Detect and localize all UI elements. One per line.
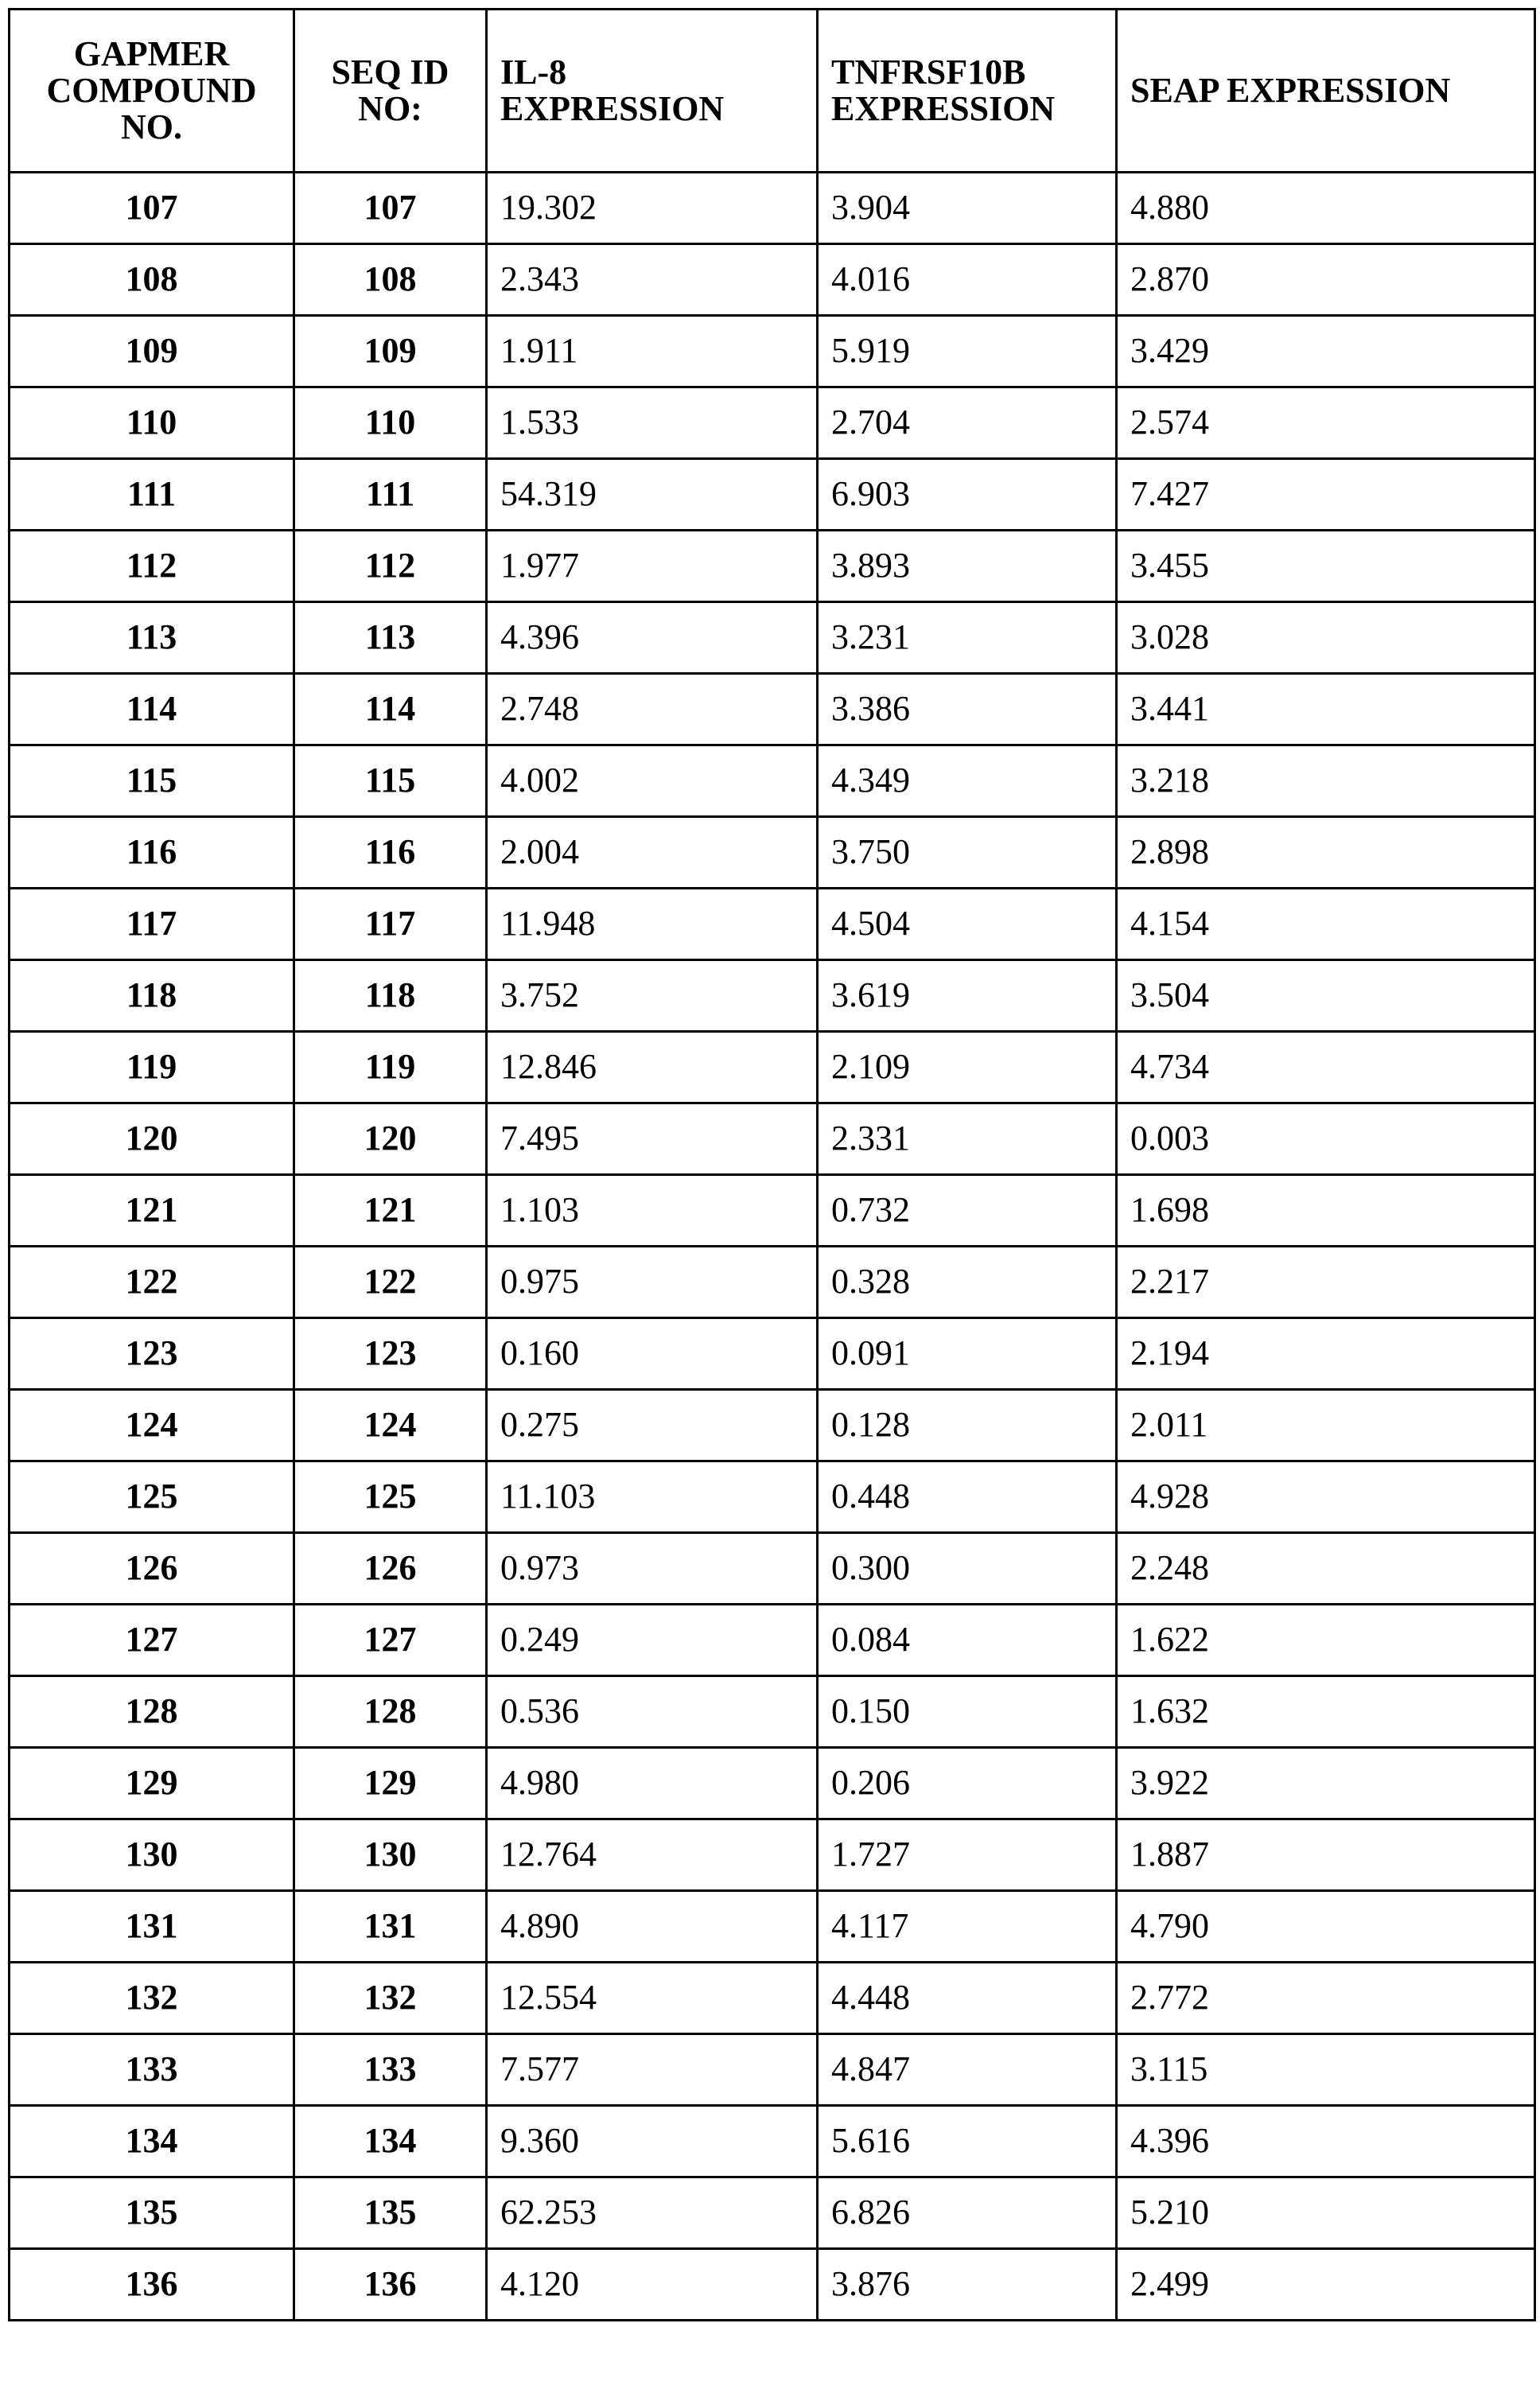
il8-expression-cell: 2.748: [487, 674, 818, 745]
seap-expression-cell: 2.248: [1117, 1533, 1535, 1605]
header-text: TNFRSF10B: [831, 52, 1026, 91]
il8-expression-cell: 12.846: [487, 1032, 818, 1103]
header-il8-expression: [487, 10, 818, 173]
header-text: EXPRESSION: [831, 89, 1056, 128]
seq-id-no-cell: 109: [294, 316, 487, 387]
il8-expression-cell: 0.160: [487, 1318, 818, 1390]
seap-expression-cell: 1.622: [1117, 1605, 1535, 1676]
seap-expression-cell: 4.734: [1117, 1032, 1535, 1103]
seap-expression-cell: 2.898: [1117, 817, 1535, 889]
seq-id-no-cell: 132: [294, 1963, 487, 2034]
seap-expression-cell: 4.790: [1117, 1891, 1535, 1963]
gapmer-compound-no-cell: 127: [10, 1605, 294, 1676]
seap-expression-cell: 5.210: [1117, 2177, 1535, 2249]
seq-id-no-cell: 114: [294, 674, 487, 745]
seq-id-no-cell: 113: [294, 602, 487, 674]
gapmer-compound-no-cell: 136: [10, 2249, 294, 2321]
il8-expression-cell: 0.536: [487, 1676, 818, 1748]
gapmer-compound-no-cell: 133: [10, 2034, 294, 2106]
gapmer-compound-no-cell: 132: [10, 1963, 294, 2034]
il8-expression-cell: 1.533: [487, 387, 818, 459]
seap-expression-cell: 4.396: [1117, 2106, 1535, 2177]
tnfrsf10b-expression-cell: 4.016: [818, 244, 1117, 316]
gapmer-compound-no-cell: 126: [10, 1533, 294, 1605]
tnfrsf10b-expression-cell: 4.349: [818, 745, 1117, 817]
tnfrsf10b-expression-cell: 0.206: [818, 1748, 1117, 1819]
tnfrsf10b-expression-cell: 3.619: [818, 960, 1117, 1032]
seq-id-no-cell: 120: [294, 1103, 487, 1175]
seq-id-no-cell: 124: [294, 1390, 487, 1461]
seap-expression-cell: 2.011: [1117, 1390, 1535, 1461]
tnfrsf10b-expression-cell: 0.448: [818, 1461, 1117, 1533]
seap-expression-cell: 2.217: [1117, 1247, 1535, 1318]
seq-id-no-cell: 129: [294, 1748, 487, 1819]
tnfrsf10b-expression-cell: 4.117: [818, 1891, 1117, 1963]
tnfrsf10b-expression-cell: 6.826: [818, 2177, 1117, 2249]
tnfrsf10b-expression-cell: 1.727: [818, 1819, 1117, 1891]
gapmer-compound-no-cell: 107: [10, 173, 294, 244]
seap-expression-cell: 3.922: [1117, 1748, 1535, 1819]
gapmer-compound-no-cell: 123: [10, 1318, 294, 1390]
header-row: [10, 10, 1535, 173]
tnfrsf10b-expression-cell: 3.876: [818, 2249, 1117, 2321]
table-row: [10, 745, 1535, 817]
gapmer-compound-no-cell: 109: [10, 316, 294, 387]
tnfrsf10b-expression-cell: 5.616: [818, 2106, 1117, 2177]
seap-expression-cell: 3.429: [1117, 316, 1535, 387]
seq-id-no-cell: 122: [294, 1247, 487, 1318]
tnfrsf10b-expression-cell: 2.331: [818, 1103, 1117, 1175]
seq-id-no-cell: 112: [294, 531, 487, 602]
il8-expression-cell: 12.554: [487, 1963, 818, 2034]
gapmer-compound-no-cell: 119: [10, 1032, 294, 1103]
seap-expression-cell: 2.194: [1117, 1318, 1535, 1390]
gapmer-compound-no-cell: 120: [10, 1103, 294, 1175]
il8-expression-cell: 1.911: [487, 316, 818, 387]
seap-expression-cell: 4.880: [1117, 173, 1535, 244]
tnfrsf10b-expression-cell: 3.386: [818, 674, 1117, 745]
seq-id-no-cell: 118: [294, 960, 487, 1032]
il8-expression-cell: 4.980: [487, 1748, 818, 1819]
table-row: [10, 602, 1535, 674]
table-row: [10, 2106, 1535, 2177]
gapmer-compound-no-cell: 112: [10, 531, 294, 602]
il8-expression-cell: 11.103: [487, 1461, 818, 1533]
il8-expression-cell: 1.103: [487, 1175, 818, 1247]
gapmer-compound-no-cell: 115: [10, 745, 294, 817]
il8-expression-cell: 4.002: [487, 745, 818, 817]
seap-expression-cell: 2.772: [1117, 1963, 1535, 2034]
seq-id-no-cell: 115: [294, 745, 487, 817]
seap-expression-cell: 4.928: [1117, 1461, 1535, 1533]
seap-expression-cell: 1.632: [1117, 1676, 1535, 1748]
seq-id-no-cell: 126: [294, 1533, 487, 1605]
il8-expression-cell: 12.764: [487, 1819, 818, 1891]
tnfrsf10b-expression-cell: 3.231: [818, 602, 1117, 674]
expression-data-table: [8, 8, 1536, 2321]
table-row: [10, 173, 1535, 244]
header-text: SEQ ID: [331, 52, 449, 91]
seap-expression-cell: 1.698: [1117, 1175, 1535, 1247]
seap-expression-cell: 2.574: [1117, 387, 1535, 459]
table-row: [10, 2249, 1535, 2321]
seap-expression-cell: 3.441: [1117, 674, 1535, 745]
tnfrsf10b-expression-cell: 4.504: [818, 889, 1117, 960]
tnfrsf10b-expression-cell: 3.750: [818, 817, 1117, 889]
il8-expression-cell: 62.253: [487, 2177, 818, 2249]
il8-expression-cell: 0.975: [487, 1247, 818, 1318]
il8-expression-cell: 54.319: [487, 459, 818, 531]
table-row: [10, 960, 1535, 1032]
table-row: [10, 1247, 1535, 1318]
gapmer-compound-no-cell: 128: [10, 1676, 294, 1748]
tnfrsf10b-expression-cell: 4.847: [818, 2034, 1117, 2106]
il8-expression-cell: 1.977: [487, 531, 818, 602]
tnfrsf10b-expression-cell: 0.300: [818, 1533, 1117, 1605]
seq-id-no-cell: 125: [294, 1461, 487, 1533]
il8-expression-cell: 19.302: [487, 173, 818, 244]
table-header: [10, 10, 1535, 173]
il8-expression-cell: 4.396: [487, 602, 818, 674]
il8-expression-cell: 9.360: [487, 2106, 818, 2177]
il8-expression-cell: 3.752: [487, 960, 818, 1032]
seq-id-no-cell: 130: [294, 1819, 487, 1891]
table-row: [10, 889, 1535, 960]
table-row: [10, 387, 1535, 459]
il8-expression-cell: 2.004: [487, 817, 818, 889]
gapmer-compound-no-cell: 108: [10, 244, 294, 316]
gapmer-compound-no-cell: 114: [10, 674, 294, 745]
table-row: [10, 316, 1535, 387]
header-text: GAPMER: [73, 33, 230, 73]
seq-id-no-cell: 119: [294, 1032, 487, 1103]
header-gapmer-compound-no: [10, 10, 294, 173]
gapmer-compound-no-cell: 116: [10, 817, 294, 889]
table-row: [10, 531, 1535, 602]
tnfrsf10b-expression-cell: 4.448: [818, 1963, 1117, 2034]
il8-expression-cell: 4.890: [487, 1891, 818, 1963]
header-text: EXPRESSION: [500, 89, 725, 128]
header-text: IL-8: [500, 52, 567, 91]
table-row: [10, 459, 1535, 531]
il8-expression-cell: 2.343: [487, 244, 818, 316]
gapmer-compound-no-cell: 117: [10, 889, 294, 960]
table-body: [10, 173, 1535, 2321]
table-row: [10, 1605, 1535, 1676]
gapmer-compound-no-cell: 129: [10, 1748, 294, 1819]
table-row: [10, 1891, 1535, 1963]
il8-expression-cell: 7.495: [487, 1103, 818, 1175]
table-row: [10, 1032, 1535, 1103]
seq-id-no-cell: 110: [294, 387, 487, 459]
table-row: [10, 2034, 1535, 2106]
table-row: [10, 1748, 1535, 1819]
gapmer-compound-no-cell: 110: [10, 387, 294, 459]
tnfrsf10b-expression-cell: 3.893: [818, 531, 1117, 602]
il8-expression-cell: 0.249: [487, 1605, 818, 1676]
tnfrsf10b-expression-cell: 0.150: [818, 1676, 1117, 1748]
header-tnfrsf10b-expression: [818, 10, 1117, 173]
tnfrsf10b-expression-cell: 3.904: [818, 173, 1117, 244]
tnfrsf10b-expression-cell: 5.919: [818, 316, 1117, 387]
table-row: [10, 2177, 1535, 2249]
header-text: NO:: [358, 89, 422, 128]
il8-expression-cell: 4.120: [487, 2249, 818, 2321]
table-row: [10, 1963, 1535, 2034]
seq-id-no-cell: 108: [294, 244, 487, 316]
tnfrsf10b-expression-cell: 2.704: [818, 387, 1117, 459]
seap-expression-cell: 4.154: [1117, 889, 1535, 960]
table-row: [10, 244, 1535, 316]
seap-expression-cell: 2.870: [1117, 244, 1535, 316]
table-row: [10, 1175, 1535, 1247]
table-row: [10, 1318, 1535, 1390]
seap-expression-cell: 3.455: [1117, 531, 1535, 602]
tnfrsf10b-expression-cell: 6.903: [818, 459, 1117, 531]
seq-id-no-cell: 133: [294, 2034, 487, 2106]
table-row: [10, 817, 1535, 889]
gapmer-compound-no-cell: 131: [10, 1891, 294, 1963]
tnfrsf10b-expression-cell: 0.128: [818, 1390, 1117, 1461]
seq-id-no-cell: 134: [294, 2106, 487, 2177]
tnfrsf10b-expression-cell: 2.109: [818, 1032, 1117, 1103]
seap-expression-cell: 3.504: [1117, 960, 1535, 1032]
gapmer-compound-no-cell: 125: [10, 1461, 294, 1533]
table-row: [10, 1461, 1535, 1533]
seq-id-no-cell: 123: [294, 1318, 487, 1390]
table-row: [10, 1533, 1535, 1605]
il8-expression-cell: 11.948: [487, 889, 818, 960]
header-text: SEAP EXPRESSION: [1130, 70, 1451, 110]
seap-expression-cell: 3.115: [1117, 2034, 1535, 2106]
seap-expression-cell: 1.887: [1117, 1819, 1535, 1891]
table-row: [10, 1676, 1535, 1748]
tnfrsf10b-expression-cell: 0.732: [818, 1175, 1117, 1247]
seq-id-no-cell: 107: [294, 173, 487, 244]
seap-expression-cell: 3.218: [1117, 745, 1535, 817]
seq-id-no-cell: 116: [294, 817, 487, 889]
seq-id-no-cell: 128: [294, 1676, 487, 1748]
table-row: [10, 1390, 1535, 1461]
table-row: [10, 1819, 1535, 1891]
seq-id-no-cell: 121: [294, 1175, 487, 1247]
gapmer-compound-no-cell: 113: [10, 602, 294, 674]
tnfrsf10b-expression-cell: 0.091: [818, 1318, 1117, 1390]
seq-id-no-cell: 136: [294, 2249, 487, 2321]
table-row: [10, 674, 1535, 745]
gapmer-compound-no-cell: 122: [10, 1247, 294, 1318]
seq-id-no-cell: 131: [294, 1891, 487, 1963]
header-seq-id-no: [294, 10, 487, 173]
gapmer-compound-no-cell: 130: [10, 1819, 294, 1891]
gapmer-compound-no-cell: 111: [10, 459, 294, 531]
seap-expression-cell: 0.003: [1117, 1103, 1535, 1175]
seap-expression-cell: 3.028: [1117, 602, 1535, 674]
seq-id-no-cell: 117: [294, 889, 487, 960]
table-row: [10, 1103, 1535, 1175]
il8-expression-cell: 0.275: [487, 1390, 818, 1461]
il8-expression-cell: 7.577: [487, 2034, 818, 2106]
tnfrsf10b-expression-cell: 0.084: [818, 1605, 1117, 1676]
tnfrsf10b-expression-cell: 0.328: [818, 1247, 1117, 1318]
seap-expression-cell: 7.427: [1117, 459, 1535, 531]
il8-expression-cell: 0.973: [487, 1533, 818, 1605]
seq-id-no-cell: 127: [294, 1605, 487, 1676]
gapmer-compound-no-cell: 135: [10, 2177, 294, 2249]
seq-id-no-cell: 111: [294, 459, 487, 531]
gapmer-compound-no-cell: 118: [10, 960, 294, 1032]
seq-id-no-cell: 135: [294, 2177, 487, 2249]
seap-expression-cell: 2.499: [1117, 2249, 1535, 2321]
header-seap-expression: [1117, 10, 1535, 173]
gapmer-compound-no-cell: 134: [10, 2106, 294, 2177]
gapmer-compound-no-cell: 124: [10, 1390, 294, 1461]
header-text: NO.: [121, 107, 182, 147]
header-text: COMPOUND: [46, 70, 257, 110]
gapmer-compound-no-cell: 121: [10, 1175, 294, 1247]
